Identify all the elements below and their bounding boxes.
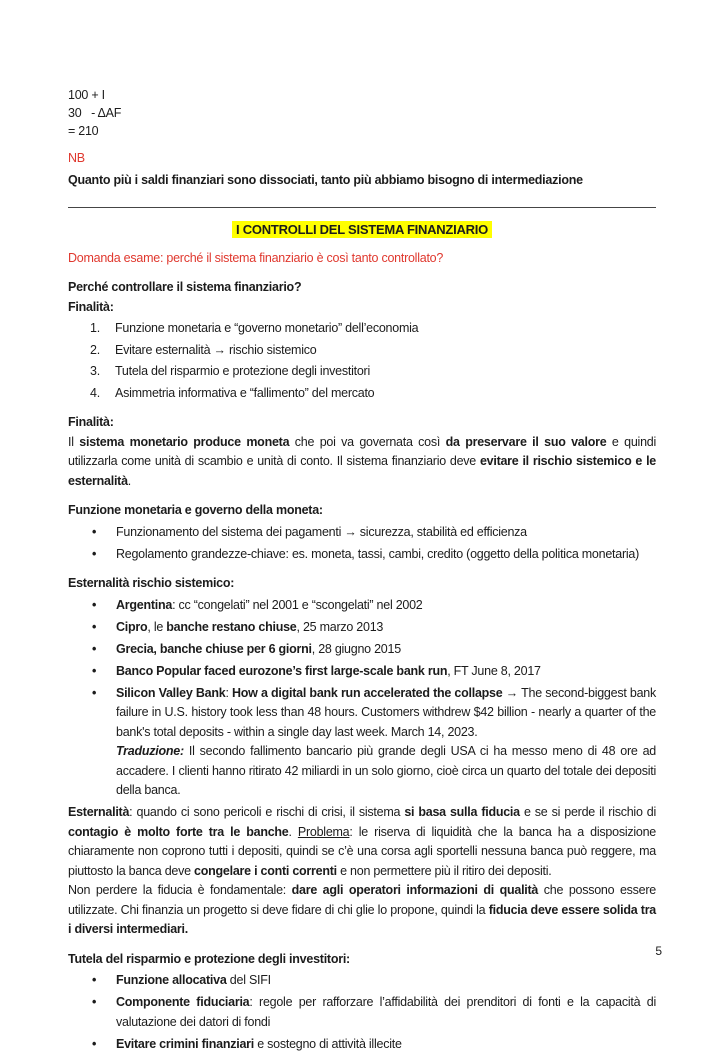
list-number: 1. xyxy=(90,319,115,339)
list-number: 3. xyxy=(90,362,115,382)
numbered-item xyxy=(90,362,656,382)
section-divider xyxy=(68,206,656,208)
list-text: Evitare esternalità → rischio sistemico xyxy=(115,341,316,361)
bullet-item-funzione-allocativa: • Funzione allocativa del SIFI xyxy=(90,971,656,991)
esternalita-bullet-list xyxy=(68,596,656,801)
equation-line-3: = 210 xyxy=(68,122,656,140)
list-text: Asimmetria informativa e “fallimento” del mercato xyxy=(115,384,374,404)
list-text: Tutela del risparmio e protezione degli investitori xyxy=(115,362,370,382)
esternalita-paragraph: Esternalità: quando ci sono pericoli e rischi di crisi, il sistema si basa sulla fiducia e se si perde il rischio di contagio è molto forte tra le banche. Problema: le riserva di liquidità che la banca ha a disposizione chiaramente non coprono tutti i depositi, quindi se c’è una corsa agli sportelli nessuna banca può reggere, ma piuttosto la banca deve congelare i conti correnti e non permettere più il ritiro dei depositi. xyxy=(68,803,656,881)
numbered-item xyxy=(90,341,656,361)
fiducia-paragraph: Non perdere la fiducia è fondamentale: dare agli operatori informazioni di qualità che possono essere utilizzate. Chi finanzia un progetto si deve fidare di chi glie lo propone, quindi la fiducia deve essere solida tra i diversi intermediari. xyxy=(68,881,656,940)
nb-note: Quanto più i saldi finanziari sono dissociati, tanto più abbiamo bisogno di intermediazione xyxy=(68,171,656,191)
equation-line-1: 100 + I xyxy=(68,86,656,104)
bullet-item-cipro: • Cipro, le banche restano chiuse, 25 marzo 2013 xyxy=(90,618,656,638)
heading-funzione-monetaria: Funzione monetaria e governo della moneta: xyxy=(68,501,656,521)
bullet-item-crimini-finanziari: • Evitare crimini finanziari e sostegno di attività illecite xyxy=(90,1035,656,1054)
numbered-item xyxy=(90,319,656,339)
list-text: Funzione monetaria e “governo monetario” dell’economia xyxy=(115,319,418,339)
bullet-item-banco-popular: • Banco Popular faced eurozone’s first large-scale bank run, FT June 8, 2017 xyxy=(90,662,656,682)
numbered-item xyxy=(90,384,656,404)
funzione-bullet-list xyxy=(68,523,656,565)
section-title-row xyxy=(68,220,656,240)
exam-question: Domanda esame: perché il sistema finanziario è così tanto controllato? xyxy=(68,249,656,269)
finalita-paragraph: Il sistema monetario produce moneta che poi va governata così da preservare il suo valore e quindi utilizzarla come unità di scambio e unità di conto. Il sistema finanziario deve evitare il rischio sistemico e le esternalità. xyxy=(68,433,656,492)
equation-line-2: 30 - ΔAF xyxy=(68,104,656,122)
bullet-item-grecia: • Grecia, banche chiuse per 6 giorni, 28 giugno 2015 xyxy=(90,640,656,660)
page-number: 5 xyxy=(655,942,662,962)
svb-paragraph: • Silicon Valley Bank: How a digital bank run accelerated the collapse → The second-biggest bank failure in U.S. history took less than 48 hours. Customers withdrew $42 billion - nearly a quarter of the bank's total deposits - within a single day last week. March 14, 2023. xyxy=(116,684,656,743)
heading-finalita-1: Finalità: xyxy=(68,298,656,318)
bullet-item-argentina: • Argentina: cc “congelati” nel 2001 e “scongelati” nel 2002 xyxy=(90,596,656,616)
bullet-item: • Funzionamento del sistema dei pagamenti → sicurezza, stabilità ed efficienza xyxy=(90,523,656,543)
svb-traduzione-paragraph: Traduzione: Il secondo fallimento bancario più grande degli USA ci ha messo meno di 48 ore ad accadere. I clienti hanno ritirato 42 miliardi in un solo giorno, cioè circa un quarto del totale dei depositi della banca. xyxy=(116,742,656,801)
numbered-list xyxy=(68,319,656,403)
section-title: I CONTROLLI DEL SISTEMA FINANZIARIO xyxy=(232,221,492,238)
heading-esternalita-rischio: Esternalità rischio sistemico: xyxy=(68,574,656,594)
nb-label: NB xyxy=(68,149,656,169)
tutela-bullet-list xyxy=(68,971,656,1054)
bullet-item: • Regolamento grandezze-chiave: es. moneta, tassi, cambi, credito (oggetto della politica monetaria) xyxy=(90,545,656,565)
heading-perche-controllare: Perché controllare il sistema finanziario? xyxy=(68,278,656,298)
bullet-item-componente-fiduciaria: • Componente fiduciaria: regole per rafforzare l’affidabilità dei prenditori di fonti e la capacità di valutazione dei datori di fondi xyxy=(90,993,656,1032)
list-number: 4. xyxy=(90,384,115,404)
heading-finalita-2: Finalità: xyxy=(68,413,656,433)
bullet-item-svb xyxy=(90,684,656,801)
list-number: 2. xyxy=(90,341,115,361)
heading-tutela: Tutela del risparmio e protezione degli investitori: xyxy=(68,950,656,970)
